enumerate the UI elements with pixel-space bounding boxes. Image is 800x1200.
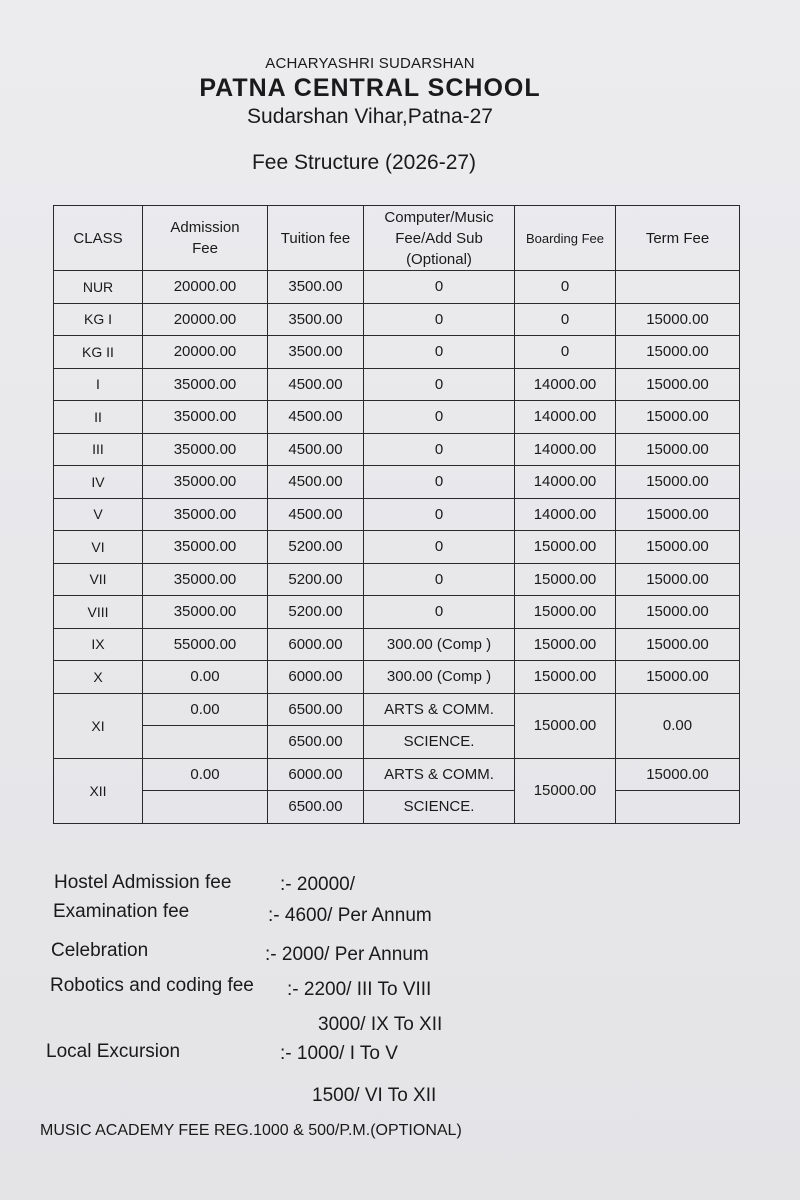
cell-term-fee: 15000.00 <box>616 336 740 369</box>
robotics-fee-label: Robotics and coding fee <box>50 975 254 996</box>
cell-tuition-fee: 4500.00 <box>268 466 364 499</box>
cell-admission-fee: 35000.00 <box>143 433 268 466</box>
table-row <box>54 466 740 499</box>
exam-fee-value: :- 4600/ Per Annum <box>268 905 432 926</box>
cell-tuition-fee: 6500.00 <box>268 693 364 726</box>
cell-admission-fee: 35000.00 <box>143 563 268 596</box>
table-row <box>54 271 740 304</box>
table-row <box>54 563 740 596</box>
cell-computer-fee: ARTS & COMM. <box>364 693 515 726</box>
cell-tuition-fee: 6500.00 <box>268 791 364 824</box>
cell-admission-fee: 35000.00 <box>143 401 268 434</box>
table-row-xi <box>54 693 740 726</box>
school-name: PATNA CENTRAL SCHOOL <box>199 74 541 102</box>
cell-boarding-fee: 14000.00 <box>515 401 616 434</box>
cell-computer-fee: 300.00 (Comp ) <box>364 661 515 694</box>
excursion-fee-value: :- 1000/ I To V <box>280 1043 398 1064</box>
table-row <box>54 596 740 629</box>
cell-tuition-fee: 5200.00 <box>268 563 364 596</box>
cell-term-fee: 15000.00 <box>616 303 740 336</box>
cell-computer-fee: 0 <box>364 368 515 401</box>
excursion-fee-value-2: 1500/ VI To XII <box>312 1085 437 1106</box>
header-computer-line3: (Optional) <box>406 250 472 268</box>
cell-class: NUR <box>54 271 143 304</box>
cell-term-fee: 15000.00 <box>616 531 740 564</box>
cell-class: IX <box>54 628 143 661</box>
cell-tuition-fee: 5200.00 <box>268 531 364 564</box>
robotics-fee-value-2: 3000/ IX To XII <box>318 1014 443 1035</box>
table-row <box>54 336 740 369</box>
cell-class: IV <box>54 466 143 499</box>
cell-boarding-fee: 15000.00 <box>515 563 616 596</box>
cell-tuition-fee: 6000.00 <box>268 628 364 661</box>
document-title: Fee Structure (2026-27) <box>251 151 477 174</box>
cell-computer-fee: 0 <box>364 466 515 499</box>
cell-boarding-fee: 0 <box>515 271 616 304</box>
cell-admission-fee: 20000.00 <box>143 271 268 304</box>
table-row <box>54 498 740 531</box>
cell-admission-fee: 0.00 <box>143 661 268 694</box>
cell-computer-fee: 0 <box>364 271 515 304</box>
cell-computer-fee: 0 <box>364 563 515 596</box>
school-address: Sudarshan Vihar,Patna-27 <box>247 105 493 128</box>
music-academy-note: MUSIC ACADEMY FEE REG.1000 & 500/P.M.(OPTIONAL) <box>40 1122 462 1139</box>
cell-tuition-fee: 4500.00 <box>268 498 364 531</box>
cell-class: XII <box>54 758 143 823</box>
exam-fee-label: Examination fee <box>53 901 190 922</box>
cell-class: II <box>54 401 143 434</box>
hostel-fee-value: :- 20000/ <box>280 874 355 895</box>
cell-tuition-fee: 5200.00 <box>268 596 364 629</box>
cell-admission-fee: 35000.00 <box>143 531 268 564</box>
cell-admission-fee: 35000.00 <box>143 368 268 401</box>
cell-term-fee: 15000.00 <box>616 433 740 466</box>
cell-admission-fee: 0.00 <box>143 758 268 791</box>
table-row <box>54 368 740 401</box>
cell-boarding-fee: 15000.00 <box>515 628 616 661</box>
cell-boarding-fee: 0 <box>515 303 616 336</box>
cell-class: VI <box>54 531 143 564</box>
cell-term-fee: 15000.00 <box>616 596 740 629</box>
table-row <box>54 303 740 336</box>
cell-class: X <box>54 661 143 694</box>
cell-term-fee: 0.00 <box>616 693 740 758</box>
cell-term-fee <box>616 271 740 304</box>
cell-tuition-fee: 6000.00 <box>268 758 364 791</box>
header-tuition-fee: Tuition fee <box>268 206 364 271</box>
cell-term-fee: 15000.00 <box>616 466 740 499</box>
cell-admission-fee <box>143 726 268 759</box>
cell-computer-fee: ARTS & COMM. <box>364 758 515 791</box>
cell-class: I <box>54 368 143 401</box>
cell-boarding-fee: 15000.00 <box>515 531 616 564</box>
cell-boarding-fee: 15000.00 <box>515 693 616 758</box>
cell-term-fee: 15000.00 <box>616 628 740 661</box>
cell-admission-fee: 35000.00 <box>143 498 268 531</box>
cell-boarding-fee: 15000.00 <box>515 758 616 823</box>
cell-term-fee <box>616 791 740 824</box>
cell-class: VIII <box>54 596 143 629</box>
cell-tuition-fee: 3500.00 <box>268 303 364 336</box>
cell-admission-fee: 0.00 <box>143 693 268 726</box>
cell-computer-fee: SCIENCE. <box>364 726 515 759</box>
cell-class: XI <box>54 693 143 758</box>
robotics-fee-value: :- 2200/ III To VIII <box>287 979 432 1000</box>
celebration-fee-label: Celebration <box>51 940 149 961</box>
table-row-xii <box>54 758 740 791</box>
cell-term-fee: 15000.00 <box>616 661 740 694</box>
cell-class: KG II <box>54 336 143 369</box>
cell-boarding-fee: 14000.00 <box>515 466 616 499</box>
header-class: CLASS <box>54 206 143 271</box>
fee-table <box>53 205 740 824</box>
cell-tuition-fee: 4500.00 <box>268 368 364 401</box>
table-row <box>54 628 740 661</box>
cell-class: V <box>54 498 143 531</box>
cell-tuition-fee: 4500.00 <box>268 401 364 434</box>
cell-term-fee: 15000.00 <box>616 498 740 531</box>
cell-computer-fee: 0 <box>364 498 515 531</box>
celebration-fee-value: :- 2000/ Per Annum <box>265 944 429 965</box>
cell-admission-fee: 55000.00 <box>143 628 268 661</box>
cell-admission-fee: 35000.00 <box>143 466 268 499</box>
header-computer-music-fee <box>364 206 515 271</box>
cell-term-fee: 15000.00 <box>616 368 740 401</box>
cell-admission-fee: 20000.00 <box>143 303 268 336</box>
cell-computer-fee: 0 <box>364 336 515 369</box>
cell-computer-fee: 0 <box>364 433 515 466</box>
header-boarding-fee: Boarding Fee <box>515 206 616 271</box>
cell-boarding-fee: 15000.00 <box>515 661 616 694</box>
cell-computer-fee: 0 <box>364 596 515 629</box>
cell-boarding-fee: 0 <box>515 336 616 369</box>
cell-boarding-fee: 15000.00 <box>515 596 616 629</box>
header-admission-line1: Admission <box>170 219 240 236</box>
header-term-fee: Term Fee <box>616 206 740 271</box>
cell-tuition-fee: 3500.00 <box>268 336 364 369</box>
header-computer-line2: Fee/Add Sub <box>395 229 483 247</box>
cell-computer-fee: 0 <box>364 303 515 336</box>
cell-term-fee: 15000.00 <box>616 758 740 791</box>
cell-admission-fee <box>143 791 268 824</box>
table-row-xii-science <box>54 791 740 824</box>
cell-computer-fee: 300.00 (Comp ) <box>364 628 515 661</box>
cell-term-fee: 15000.00 <box>616 401 740 434</box>
table-row <box>54 433 740 466</box>
fee-table-header-row <box>54 206 740 271</box>
header-computer-line1: Computer/Music <box>384 208 494 226</box>
table-row <box>54 531 740 564</box>
cell-tuition-fee: 6500.00 <box>268 726 364 759</box>
cell-boarding-fee: 14000.00 <box>515 433 616 466</box>
hostel-fee-label: Hostel Admission fee <box>54 872 232 893</box>
cell-class: VII <box>54 563 143 596</box>
header-admission-fee <box>143 206 268 271</box>
trust-name: ACHARYASHRI SUDARSHAN <box>265 55 475 72</box>
table-row <box>54 401 740 434</box>
cell-boarding-fee: 14000.00 <box>515 498 616 531</box>
header-admission-line2: Fee <box>192 240 218 257</box>
cell-admission-fee: 35000.00 <box>143 596 268 629</box>
cell-term-fee: 15000.00 <box>616 563 740 596</box>
cell-class: KG I <box>54 303 143 336</box>
cell-computer-fee: SCIENCE. <box>364 791 515 824</box>
cell-tuition-fee: 4500.00 <box>268 433 364 466</box>
cell-computer-fee: 0 <box>364 531 515 564</box>
table-row <box>54 661 740 694</box>
cell-boarding-fee: 14000.00 <box>515 368 616 401</box>
cell-class: III <box>54 433 143 466</box>
cell-tuition-fee: 3500.00 <box>268 271 364 304</box>
excursion-fee-label: Local Excursion <box>46 1041 181 1062</box>
cell-computer-fee: 0 <box>364 401 515 434</box>
cell-tuition-fee: 6000.00 <box>268 661 364 694</box>
cell-admission-fee: 20000.00 <box>143 336 268 369</box>
